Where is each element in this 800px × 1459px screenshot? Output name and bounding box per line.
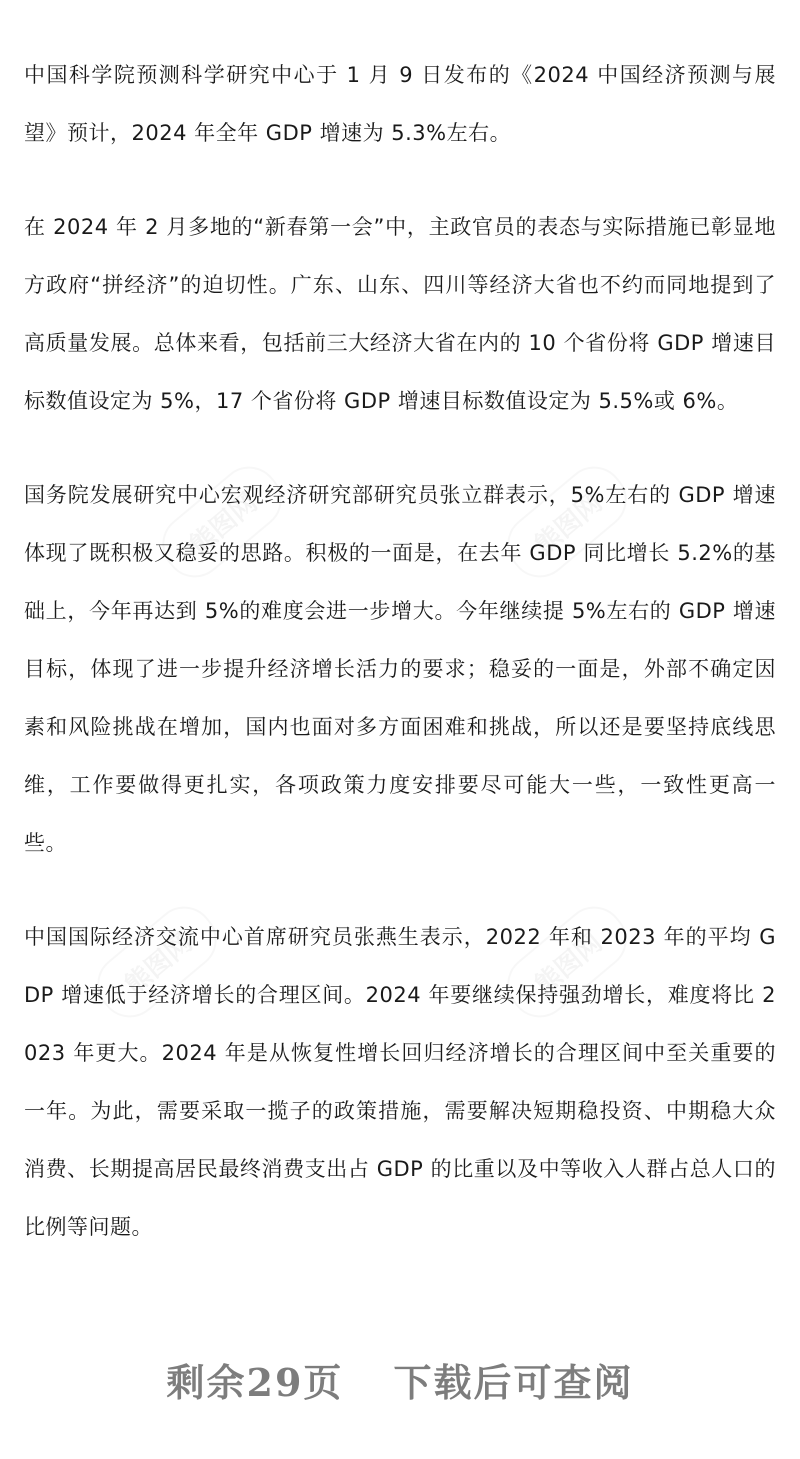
watermark-stamp: 熊图网	[150, 454, 294, 589]
download-prompt	[0, 1352, 800, 1407]
remaining-pages-label: 剩余29页	[166, 1360, 344, 1405]
paragraph-provincial-targets: 在 2024 年 2 月多地的“新春第一会”中，主政官员的表态与实际措施已彰显地方政府“拼经济”的迫切性。广东、山东、四川等经济大省也不约而同地提到了高质量发展。总体来看，包括前三大经济大省在内的 10 个省份将 GDP 增速目标数值设定为 5%，17 个省份将 GDP 增速目标数值设定为 5.5%或 6%。	[24, 215, 776, 413]
paragraph-zhang-liqun: 国务院发展研究中心宏观经济研究部研究员张立群表示，5%左右的 GDP 增速体现了既积极又稳妥的思路。积极的一面是，在去年 GDP 同比增长 5.2%的基础上，今年再达到 5%的难度会进一步增大。今年继续提 5%左右的 GDP 增速目标，体现了进一步提升经济增长活力的要求；稳妥的一面是，外部不确定因素和风险挑战在增加，国内也面对多方面困难和挑战，所以还是要坚持底线思维，工作要做得更扎实，各项政策力度安排要尽可能大一些，一致性更高一些。	[24, 483, 776, 855]
download-label: 下载后可查阅	[393, 1360, 634, 1405]
download-to-read-button[interactable]	[167, 1352, 634, 1407]
paragraph-zhang-yansheng: 中国国际经济交流中心首席研究员张燕生表示，2022 年和 2023 年的平均 GDP 增速低于经济增长的合理区间。2024 年要继续保持强劲增长，难度将比 2023 年更大。2024 年是从恢复性增长回归经济增长的合理区间中至关重要的一年。为此，需要采取一揽子的政策措施，需要解决短期稳投资、中期稳大众消费、长期提高居民最终消费支出占 GDP 的比重以及中等收入人群占总人口的比例等问题。	[24, 925, 776, 1239]
watermark-stamp: 熊图网	[495, 894, 639, 1029]
watermark-stamp: 熊图网	[85, 894, 229, 1029]
watermark-stamp: 熊图网	[495, 454, 639, 589]
document-body	[24, 46, 776, 1292]
paragraph-gdp-forecast: 中国科学院预测科学研究中心于 1 月 9 日发布的《2024 中国经济预测与展望》预计，2024 年全年 GDP 增速为 5.3%左右。	[24, 63, 776, 145]
